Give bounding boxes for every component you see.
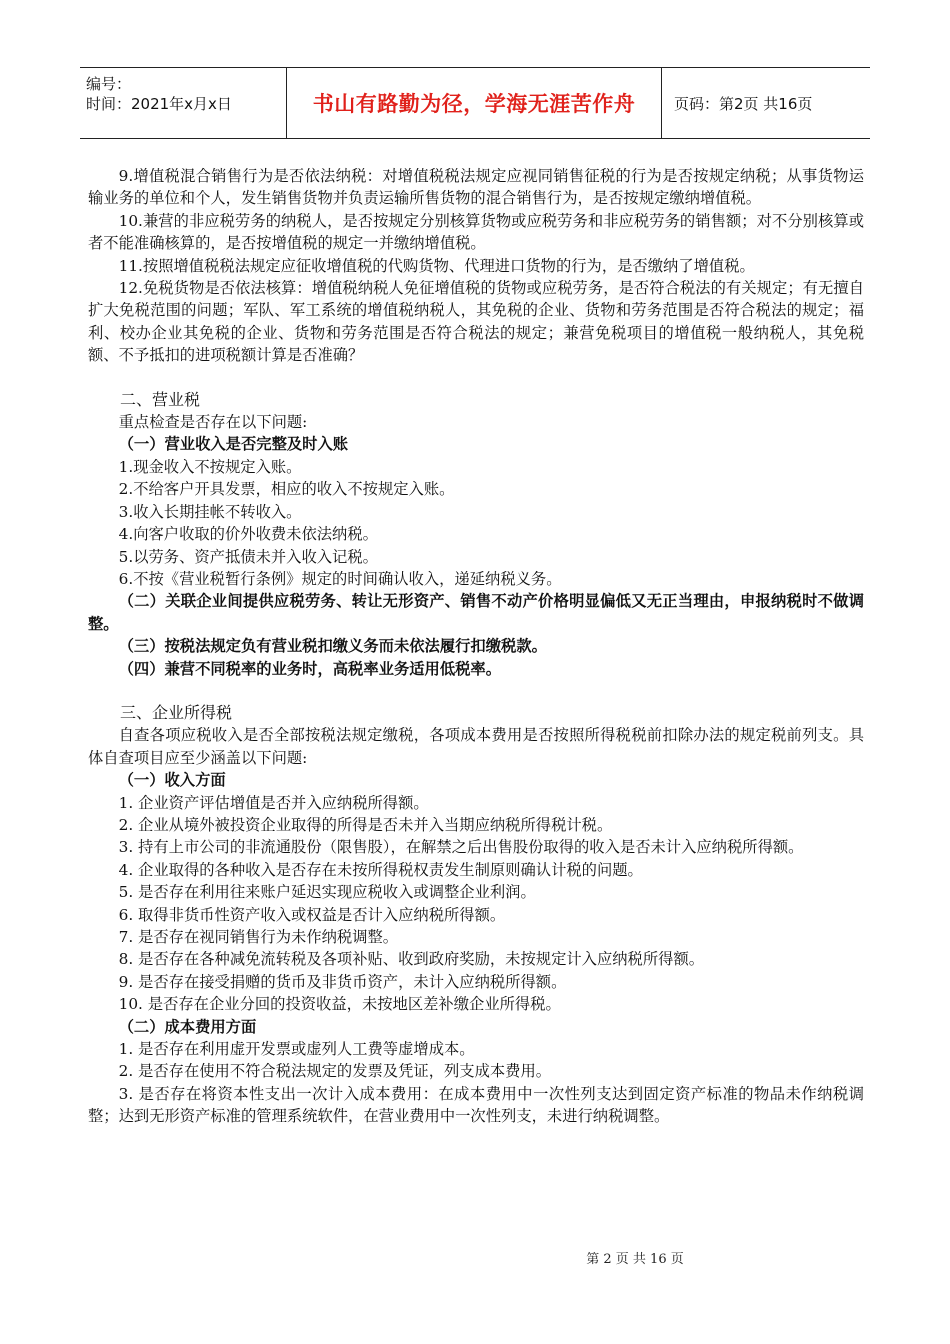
document-date: 时间：2021年x月x日 xyxy=(86,95,232,113)
vat-item-11: 11.按照增值税税法规定应征收增值税的代购货物、代理进口货物的行为，是否缴纳了增值税。 xyxy=(118,256,755,275)
header-page-info: 页码：第2页 共16页 xyxy=(674,94,813,113)
page-header xyxy=(80,67,870,139)
business-tax-heading: 二、营业税 xyxy=(120,389,201,409)
page-footer: 第 2 页 共 16 页 xyxy=(586,1252,684,1267)
list-item: 4.向客户收取的价外收费未依法纳税。 xyxy=(118,525,378,544)
list-item: 3. 持有上市公司的非流通股份（限售股），在解禁之后出售股份取得的收入是否未计入应纳税所得额。 xyxy=(118,838,804,857)
list-item: 2.不给客户开具发票，相应的收入不按规定入账。 xyxy=(118,480,455,499)
list-item: 3.收入长期挂帐不转收入。 xyxy=(118,502,302,521)
document-body xyxy=(88,165,864,1128)
header-motto: 书山有路勤为径，学海无涯苦作舟 xyxy=(287,68,662,138)
vat-item-9: 9.增值税混合销售行为是否依法纳税：对增值税税法规定应视同销售征税的行为是否按规定纳税；从事货物运输业务的单位和个人，发生销售货物并负责运输所售货物的混合销售行为，是否按规定缴纳增值税。 xyxy=(88,167,864,208)
list-item: 2. 企业从境外被投资企业取得的所得是否未并入当期应纳税所得税计税。 xyxy=(118,815,613,834)
list-item: 6.不按《营业税暂行条例》规定的时间确认收入，递延纳税义务。 xyxy=(118,569,562,588)
income-tax-intro: 自查各项应税收入是否全部按税法规定缴税，各项成本费用是否按照所得税税前扣除办法的规定税前列支。具体自查项目应至少涵盖以下问题: xyxy=(88,726,864,767)
list-item: 1. 企业资产评估增值是否并入应纳税所得额。 xyxy=(118,793,429,812)
income-tax-heading: 三、企业所得税 xyxy=(120,702,233,722)
list-item: 5.以劳务、资产抵债未并入收入记税。 xyxy=(118,547,378,566)
list-item: 1. 是否存在利用虚开发票或虚列人工费等虚增成本。 xyxy=(118,1040,475,1059)
business-tax-intro: 重点检查是否存在以下问题: xyxy=(118,413,308,432)
vat-item-10: 10.兼营的非应税劳务的纳税人，是否按规定分别核算货物或应税劳务和非应税劳务的销售额；对不分别核算或者不能准确核算的，是否按增值税的规定一并缴纳增值税。 xyxy=(88,211,864,253)
list-item: 1.现金收入不按规定入账。 xyxy=(118,457,302,476)
list-item: 5. 是否存在利用往来账户延迟实现应税收入或调整企业利润。 xyxy=(118,883,536,902)
business-tax-sub1: （一）营业收入是否完整及时入账 xyxy=(118,435,349,454)
header-meta xyxy=(80,68,287,138)
list-item: 2. 是否存在使用不符合税法规定的发票及凭证，列支成本费用。 xyxy=(118,1062,552,1081)
list-item: 7. 是否存在视同销售行为未作纳税调整。 xyxy=(118,928,399,946)
vat-item-12: 12.免税货物是否依法核算：增值税纳税人免征增值税的货物或应税劳务，是否符合税法的有关规定；有无擅自扩大免税范围的问题；军队、军工系统的增值税纳税人，其免税的企业、货物和劳务范围是否符合税法的规定；福利、校办企业其免税的企业、货物和劳务范围是否符合税法的规定；兼营免税项目的增值税一般纳税人，其免税额、不予抵扣的进项税额计算是否准确？ xyxy=(88,279,864,365)
list-item: 8. 是否存在各种减免流转税及各项补贴、收到政府奖励，未按规定计入应纳税所得额。 xyxy=(118,950,705,969)
business-tax-sub4: （四）兼营不同税率的业务时，高税率业务适用低税率。 xyxy=(118,659,502,678)
list-item: 9. 是否存在接受捐赠的货币及非货币资产，未计入应纳税所得额。 xyxy=(118,972,567,991)
business-tax-sub3: （三）按税法规定负有营业税扣缴义务而未依法履行扣缴税款。 xyxy=(118,637,547,656)
list-item: 3. 是否存在将资本性支出一次计入成本费用：在成本费用中一次性列支达到固定资产标准的物品未作纳税调整；达到无形资产标准的管理系统软件，在营业费用中一次性列支，未进行纳税调整。 xyxy=(88,1084,864,1126)
business-tax-sub2: （二）关联企业间提供应税劳务、转让无形资产、销售不动产价格明显偏低又无正当理由，申报纳税时不做调整。 xyxy=(88,592,864,633)
list-item: 4. 企业取得的各种收入是否存在未按所得税权责发生制原则确认计税的问题。 xyxy=(118,860,643,879)
list-item: 10. 是否存在企业分回的投资收益，未按地区差补缴企业所得税。 xyxy=(118,995,561,1014)
income-tax-sub2: （二）成本费用方面 xyxy=(118,1017,257,1036)
document-number: 编号： xyxy=(86,75,132,93)
list-item: 6. 取得非货币性资产收入或权益是否计入应纳税所得额。 xyxy=(118,905,506,924)
income-tax-sub1: （一）收入方面 xyxy=(118,771,226,790)
